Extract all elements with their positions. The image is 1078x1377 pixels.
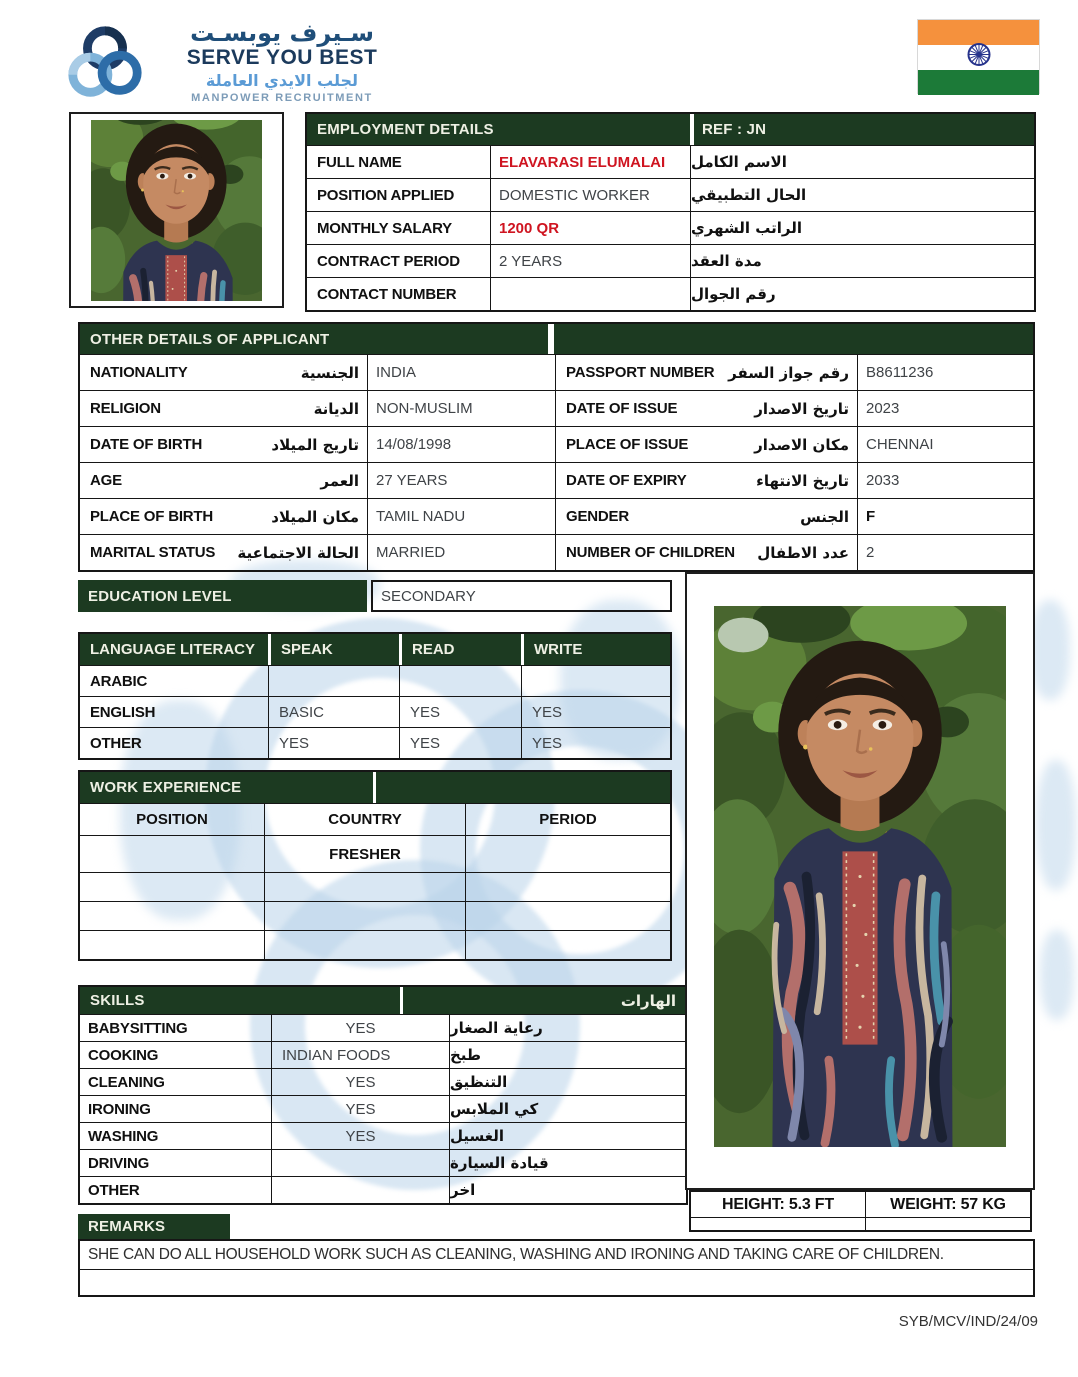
employment-title: EMPLOYMENT DETAILS (317, 121, 494, 138)
company-logo-text (152, 20, 412, 105)
education-level-value: SECONDARY (371, 580, 672, 612)
employment-details-table (305, 112, 1036, 312)
physical-details-table (689, 1190, 1032, 1232)
work-experience-table (78, 770, 672, 961)
table-row: BABYSITTING YES رعاية الصغار (80, 1014, 686, 1041)
table-row: CONTACT NUMBER رقم الجوال (307, 277, 1034, 310)
table-row: MONTHLY SALARY 1200 QR الراتب الشهري (307, 211, 1034, 244)
table-row: COOKING INDIAN FOODS طبخ (80, 1041, 686, 1068)
ref-number: REF : JN (694, 121, 1034, 138)
logo-arabic-subtitle: لجلب الايدي العاملة (205, 71, 359, 90)
table-row (80, 1269, 1033, 1295)
remarks-table (78, 1239, 1035, 1297)
education-level-label: EDUCATION LEVEL (88, 587, 232, 605)
table-row: AGE العمر 27 YEARS DATE OF EXPIRY تاريخ الانتهاء 2033 (80, 462, 1033, 498)
table-row: POSITION APPLIED DOMESTIC WORKER الحال التطبيقي (307, 178, 1034, 211)
language-literacy-table (78, 632, 672, 760)
language-literacy-title: LANGUAGE LITERACY (90, 641, 255, 658)
logo-subtitle: MANPOWER RECRUITMENT (191, 92, 373, 104)
company-logo-icon (64, 22, 146, 106)
language-literacy-header: LANGUAGE LITERACY SPEAK READ WRITE (80, 634, 670, 665)
table-row: DRIVING قيادة السيارة (80, 1149, 686, 1176)
education-level-header (78, 580, 367, 612)
ashoka-chakra-icon (966, 41, 992, 72)
table-row (80, 835, 670, 872)
table-row (691, 1217, 1030, 1230)
table-row: NATIONALITY الجنسية INDIA PASSPORT NUMBER رقم جواز السفر B8611236 (80, 354, 1033, 390)
fresher-value: FRESHER (264, 836, 465, 872)
applicant-photo-small (69, 112, 284, 308)
table-row (80, 930, 670, 959)
table-row: OTHER YES YES YES (80, 727, 670, 758)
table-row: ENGLISH BASIC YES YES (80, 696, 670, 727)
remarks-title: REMARKS (88, 1218, 166, 1235)
height-value: HEIGHT: 5.3 FT (722, 1195, 834, 1213)
table-row: PLACE OF BIRTH مكان الميلاد TAMIL NADU GENDER الجنس F (80, 498, 1033, 534)
table-row: MARITAL STATUS الحالة الاجتماعية MARRIED NUMBER OF CHILDREN عدد الاطفال 2 (80, 534, 1033, 570)
work-experience-columns: POSITION COUNTRY PERIOD (80, 803, 670, 835)
table-row: FULL NAME ELAVARASI ELUMALAI الاسم الكامل (307, 145, 1034, 178)
logo-title: SERVE YOU BEST (186, 46, 378, 69)
skills-title-arabic: الهارات (620, 991, 676, 1010)
table-row: CLEANING YES التنظيق (80, 1068, 686, 1095)
other-details-title: OTHER DETAILS OF APPLICANT (90, 330, 330, 348)
table-row: RELIGION الديانة NON-MUSLIM DATE OF ISSUE تاريخ الاصدار 2023 (80, 390, 1033, 426)
weight-value: WEIGHT: 57 KG (865, 1192, 1030, 1217)
salary-value: 1200 QR (490, 212, 690, 244)
applicant-photo-large (685, 572, 1035, 1190)
table-row: WASHING YES الغسيل (80, 1122, 686, 1149)
table-row (80, 901, 670, 930)
table-row: IRONING YES كي الملابس (80, 1095, 686, 1122)
other-details-header (80, 324, 1033, 354)
logo-arabic-title: سـيرف يوبسـت (190, 19, 374, 47)
work-experience-title: WORK EXPERIENCE (90, 779, 242, 796)
skills-title: SKILLS (90, 992, 145, 1009)
document-reference-code: SYB/MCV/IND/24/09 (898, 1313, 1038, 1330)
employment-details-header (307, 114, 1034, 145)
table-row: DATE OF BIRTH تاريج الميلاد 14/08/1998 PLACE OF ISSUE مكان الاصدار CHENNAI (80, 426, 1033, 462)
other-details-table (78, 322, 1035, 572)
table-row: CONTRACT PERIOD 2 YEARS مدة العقد (307, 244, 1034, 277)
skills-header (80, 987, 686, 1014)
gender-value: F (857, 499, 1033, 534)
full-name-value: ELAVARASI ELUMALAI (490, 146, 690, 178)
india-flag-icon (917, 19, 1040, 94)
remarks-text: SHE CAN DO ALL HOUSEHOLD WORK SUCH AS CLEANING, WASHING AND IRONING AND TAKING CARE OF CHILDREN. (88, 1246, 944, 1263)
table-row: ARABIC (80, 665, 670, 696)
work-experience-header (80, 772, 670, 803)
table-row (80, 872, 670, 901)
remarks-header (78, 1214, 230, 1239)
table-row: OTHER اخر (80, 1176, 686, 1203)
skills-table (78, 985, 688, 1205)
